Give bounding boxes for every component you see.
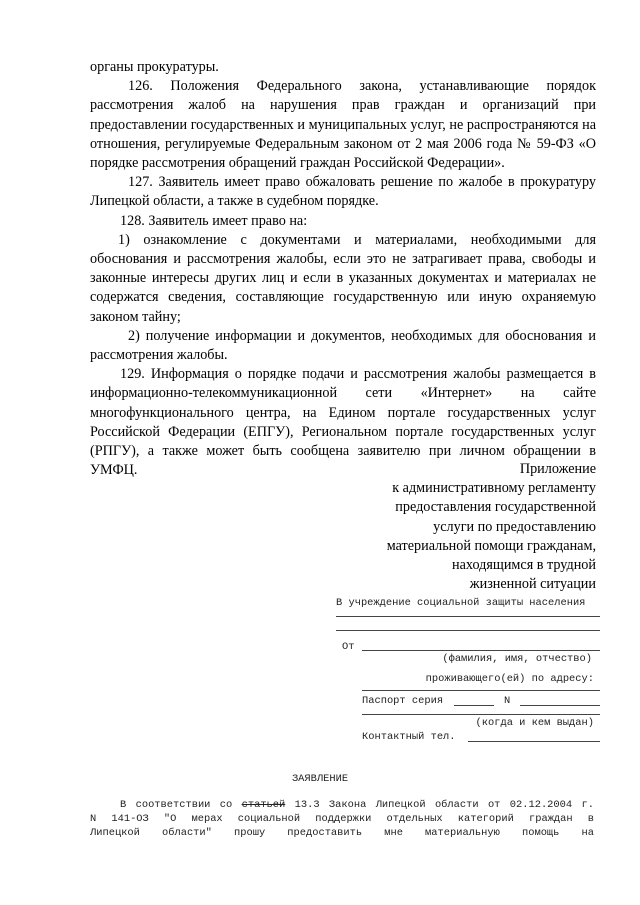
phone-field[interactable] (468, 741, 600, 742)
appendix-line: к административному регламенту (392, 480, 596, 497)
form-row-from (280, 640, 600, 652)
appendix-line: находящимся в трудной (452, 557, 596, 574)
appendix-header (276, 460, 596, 594)
form-row-residing (280, 672, 600, 690)
form-row-line1 (280, 610, 600, 622)
paragraph-128-item-2: 2) получение информации и документов, необходимых для обоснования и рассмотрения жалобы. (90, 327, 596, 364)
institution-field-line-1[interactable] (336, 616, 600, 617)
appendix-line: материальной помощи гражданам, (386, 537, 596, 554)
address-field[interactable] (362, 690, 600, 691)
paragraph-128: 128. Заявитель имеет право на: (120, 212, 308, 229)
form-row-issued-hint (280, 716, 600, 730)
fio-field[interactable] (362, 650, 600, 651)
form-row-to (280, 596, 600, 610)
form-to-label: В учреждение социальной защиты населения (336, 597, 586, 609)
passport-number-field[interactable] (520, 705, 600, 706)
form-from-label: От (342, 641, 355, 653)
passport-issued-field[interactable] (362, 714, 600, 715)
form-row-passport (280, 694, 600, 710)
statement-line-1: В соответствии со статьей 13.3 Закона Липецкой области от 02.12.2004 г. (120, 799, 594, 811)
passport-number-sign: N (504, 695, 511, 707)
regulation-text (90, 58, 596, 480)
paragraph-126: 126. Положения Федерального закона, устанавливающие порядок рассмотрения жалоб на нарушения прав граждан и организаций при предоставлении государственных и муниципальных услуг, не распространяются на отношения, регулируемые Федеральным законом от 2 мая 2006 года № 59-ФЗ «О порядке рассмотрения обращений граждан Российской Федерации». (90, 78, 596, 172)
passport-label: Паспорт серия (362, 695, 444, 707)
form-row-phone (280, 730, 600, 744)
appendix-line: услуги по предоставлению (433, 518, 596, 535)
paragraph-127: 127. Заявитель имеет право обжаловать решение по жалобе в прокуратуру Липецкой области, а также в судебном порядке. (90, 174, 596, 210)
statement-line-3: Липецкой области" прошу предоставить мне материальную помощь на (90, 827, 594, 839)
passport-series-field[interactable] (454, 705, 494, 706)
application-form-header (280, 596, 600, 744)
residing-label: проживающего(ей) по адресу: (425, 673, 594, 685)
form-row-line2 (280, 622, 600, 640)
phone-label: Контактный тел. (362, 731, 456, 743)
fio-hint: (фамилия, имя, отчество) (442, 653, 592, 665)
paragraph-128-item-1: 1) ознакомление с документами и материалами, необходимыми для обоснования и рассмотрения жалобы, если это не затрагивает права, свободы и законные интересы других лиц и если в указанных документах и материалах не содержатся сведения, составляющие государственную или иную охраняемую законом тайну; (90, 231, 596, 325)
institution-field-line-2[interactable] (336, 630, 600, 631)
form-row-fio-hint (280, 652, 600, 672)
appendix-line: жизненной ситуации (469, 576, 596, 593)
appendix-line: предоставления государственной (395, 499, 596, 516)
statement-title: ЗАЯВЛЕНИЕ (291, 773, 349, 785)
struck-word: статьей (241, 799, 286, 811)
text-line-prosecutor: органы прокуратуры. (90, 59, 219, 75)
issued-hint: (когда и кем выдан) (475, 717, 594, 729)
statement-body (90, 798, 594, 840)
paragraph-129: 129. Информация о порядке подачи и рассмотрения жалобы размещается в информационно-телекоммуникационной сети «Интернет» на сайте многофункционального центра, на Едином портале государственных услуг Российской Федерации (ЕПГУ), Региональном портале государственных услуг (РПГУ), а также может быть сообщена заявителю при личном обращении в УМФЦ. (90, 366, 596, 479)
appendix-line: Приложение (519, 461, 596, 477)
statement-line-2: N 141-ОЗ "О мерах социальной поддержки отдельных категорий граждан в (90, 813, 594, 825)
